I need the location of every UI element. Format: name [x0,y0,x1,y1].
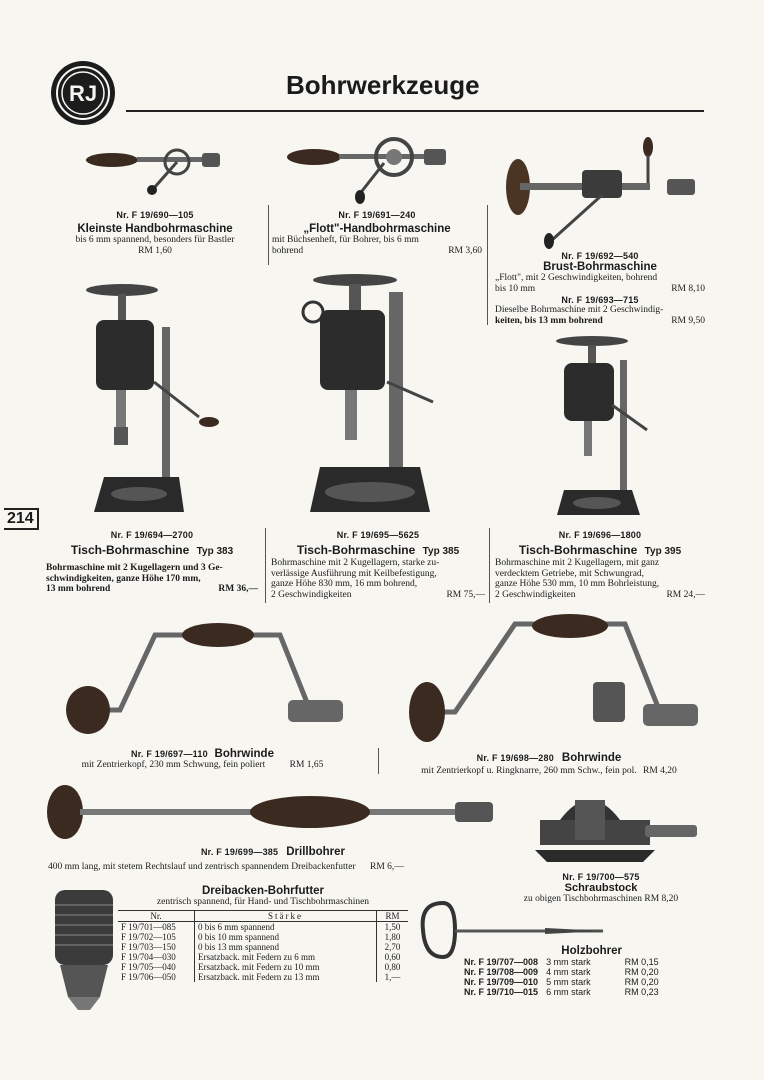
chuck-image [50,885,120,1015]
brace-698-image [405,612,705,747]
item-number: Nr. F 19/699—385 [200,847,279,857]
item-696 [495,530,705,600]
holz-nr: Nr. F 19/710—015 [464,987,539,997]
drill-press-395-image [552,335,662,520]
holz-size: 6 mm stark [546,987,591,997]
table-row [118,921,408,932]
item-lead: 2 Geschwindigkeiten [271,589,352,600]
holz-price: RM 0,20 [624,967,659,977]
logo-text: RJ [68,81,98,106]
item-number: Nr. F 19/698—280 [476,753,554,763]
futter-nr: F 19/705—040 [118,962,195,972]
item-number: Nr. F 19/696—1800 [558,530,642,540]
futter-header-nr: Nr. [118,910,195,921]
item-number: Nr. F 19/691—240 [338,210,416,220]
futter-price: 1,80 [384,931,401,942]
item-description: verlässige Ausführung mit Keilbefestigung, [271,568,437,579]
item-697 [30,748,375,771]
futter-header-rm: RM [385,910,400,921]
item-price: RM 36,— [218,584,258,594]
item-text: mit Zentrierkopf, 230 mm Schwung, fein poliert [81,760,266,770]
item-price-row [271,590,485,601]
futter-table [118,910,408,982]
item-title: Tisch-Bohrmaschine [518,543,638,557]
column-divider [378,748,379,774]
item-description: bis 6 mm spannend, besonders für Bastler [75,235,235,245]
item-691 [272,210,482,256]
holz-nr: Nr. F 19/709—010 [464,977,539,987]
item-text: zu obigen Tischbohrmaschinen [523,894,643,904]
item-title: Tisch-Bohrmaschine [70,543,190,557]
item-description: „Flott", mit 2 Geschwindigkeiten, bohrend [495,273,658,283]
item-695 [271,530,485,600]
table-row [460,967,663,977]
table-row [460,957,663,967]
table-row [118,942,408,952]
futter-nr: F 19/701—085 [118,921,195,932]
holz-price: RM 0,23 [624,987,659,997]
holz-nr: Nr. F 19/707—008 [464,957,539,967]
item-lead: bohrend [272,245,304,256]
holz-size: 4 mm stark [546,967,591,977]
column-divider [487,205,488,325]
item-description: Bohrmaschine mit 2 Kugellagern und 3 Ge- [46,563,223,573]
item-description: Bohrmaschine mit 2 Kugellagern, starke zu- [271,558,440,568]
drill-press-383-image [84,282,229,522]
futter-staerke: Ersatzback. mit Federn zu 6 mm [195,952,377,962]
item-lead: bis 10 mm [495,283,536,294]
item-type: Typ 395 [644,546,682,557]
push-drill-image [45,782,500,837]
breast-drill-image [502,135,702,250]
holz-nr: Nr. F 19/708—009 [464,967,539,977]
item-lead: 2 Geschwindigkeiten [495,589,576,600]
item-price: RM 4,20 [643,766,677,776]
item-number-2: Nr. F 19/693—715 [561,295,639,305]
item-price-2: RM 9,50 [671,315,705,326]
item-title: „Flott"-Handbohrmaschine [303,223,451,235]
item-number: Nr. F 19/694—2700 [110,530,194,540]
futter-staerke: 0 bis 13 mm spannend [195,942,377,952]
logo-emblem [50,60,116,126]
futter-section [118,885,408,982]
item-lead-2: keiten, bis 13 mm bohrend [495,315,603,326]
item-title: Bohrwinde [214,748,274,760]
item-title: Kleinste Handbohrmaschine [77,223,233,235]
item-price-row [46,584,258,595]
item-type: Typ 385 [422,546,460,557]
holzbohrer-table [460,957,663,997]
page-number [4,508,39,530]
item-price-row [495,590,705,601]
futter-staerke: Ersatzback. mit Federn zu 13 mm [195,972,377,982]
item-lead: 13 mm bohrend [46,584,111,594]
item-690 [45,210,265,256]
item-description: ganze Höhe 830 mm, 16 mm bohrend, [271,579,418,589]
item-price-row [384,766,714,777]
item-title-row [46,543,258,557]
item-title: Brust-Bohrmaschine [543,261,657,273]
futter-price: 0,80 [384,961,401,972]
holz-size: 5 mm stark [546,977,591,987]
table-row [460,987,663,997]
item-698 [384,748,714,777]
holzbohrer-title: Holzbohrer [561,945,622,957]
item-number: Nr. F 19/700—575 [562,872,640,882]
item-type: Typ 383 [196,546,234,557]
item-price-row [30,760,375,771]
item-description: verdecktem Getriebe, mit Schwungrad, [495,568,645,579]
futter-nr: F 19/706—050 [118,972,195,982]
column-divider [489,528,490,603]
item-price: RM 1,60 [138,245,172,256]
item-number: Nr. F 19/697—110 [131,749,208,759]
table-row [118,932,408,942]
item-price: RM 8,20 [644,894,679,904]
drill-press-385-image [305,272,440,522]
item-price: RM 1,65 [289,760,324,770]
futter-staerke: Ersatzback. mit Federn zu 10 mm [195,962,377,972]
item-text: 400 mm lang, mit stetem Rechtslauf und zentrisch spannendem Dreibackenfutter [48,862,356,872]
column-divider [265,528,266,603]
flott-hand-drill-image [284,135,454,210]
futter-header-staerke: Stärke [195,910,377,921]
item-heading [384,748,714,766]
futter-staerke: 0 bis 10 mm spannend [195,932,377,942]
item-price-row [272,246,482,257]
item-694 [46,530,258,595]
futter-subtitle: zentrisch spannend, für Hand- und Tischbohrmaschinen [156,897,370,907]
futter-title: Dreibacken-Bohrfutter [201,885,325,897]
item-price-row [495,284,705,295]
futter-nr: F 19/704—030 [118,952,195,962]
item-description: schwindigkeiten, ganze Höhe 170 mm, [46,573,201,584]
futter-staerke: 0 bis 6 mm spannend [195,921,377,932]
item-description: ganze Höhe 530 mm, 10 mm Bohrleistung, [495,579,660,589]
table-row [118,972,408,982]
holz-size: 3 mm stark [546,957,591,967]
holz-price: RM 0,20 [624,977,659,987]
item-description: mit Büchsenheft, für Bohrer, bis 6 mm [272,235,419,245]
table-row [118,952,408,962]
logo [50,60,116,126]
column-divider [268,205,269,265]
item-title: Bohrwinde [561,752,622,764]
holz-price: RM 0,15 [624,957,659,967]
item-description-2: Dieselbe Bohrmaschine mit 2 Geschwindig- [495,305,664,315]
page-number-text: 214 [7,510,34,527]
hand-drill-small-image [82,140,227,200]
item-price-row-2 [495,316,705,327]
item-692 [495,251,705,326]
holzbohrer-section [460,945,710,997]
vise-image [535,780,700,865]
item-price-row [48,862,498,873]
brace-697-image [60,620,350,740]
item-price: RM 8,10 [671,283,705,294]
item-price: RM 75,— [446,589,485,600]
futter-price: 0,60 [384,951,401,962]
item-title-row [271,543,485,557]
item-number: Nr. F 19/690—105 [116,210,194,220]
item-price: RM 6,— [369,862,404,872]
item-number: Nr. F 19/695—5625 [336,530,420,540]
item-title: Drillbohrer [286,846,346,858]
table-row [460,977,663,987]
futter-header-row [118,910,408,921]
item-699 [48,842,498,873]
item-title: Schraubstock [564,882,638,894]
item-heading [48,842,498,860]
item-description: Bohrmaschine mit 2 Kugellagern, mit ganz [495,558,660,568]
futter-price: 2,70 [384,941,401,952]
item-number: Nr. F 19/692—540 [561,251,639,261]
table-row [118,962,408,972]
futter-price: 1,50 [384,921,401,932]
futter-nr: F 19/703—150 [118,942,195,952]
page-title: Bohrwerkzeuge [286,70,480,100]
item-price: RM 24,— [666,589,705,600]
item-price: RM 3,60 [448,245,482,256]
item-text: mit Zentrierkopf u. Ringknarre, 260 mm Schw., fein pol. [421,766,637,776]
futter-nr: F 19/702—105 [118,932,195,942]
header-rule [126,110,704,112]
futter-price: 1,— [384,971,401,982]
item-heading [30,748,375,760]
item-title-row [495,543,705,557]
item-title: Tisch-Bohrmaschine [296,543,416,557]
